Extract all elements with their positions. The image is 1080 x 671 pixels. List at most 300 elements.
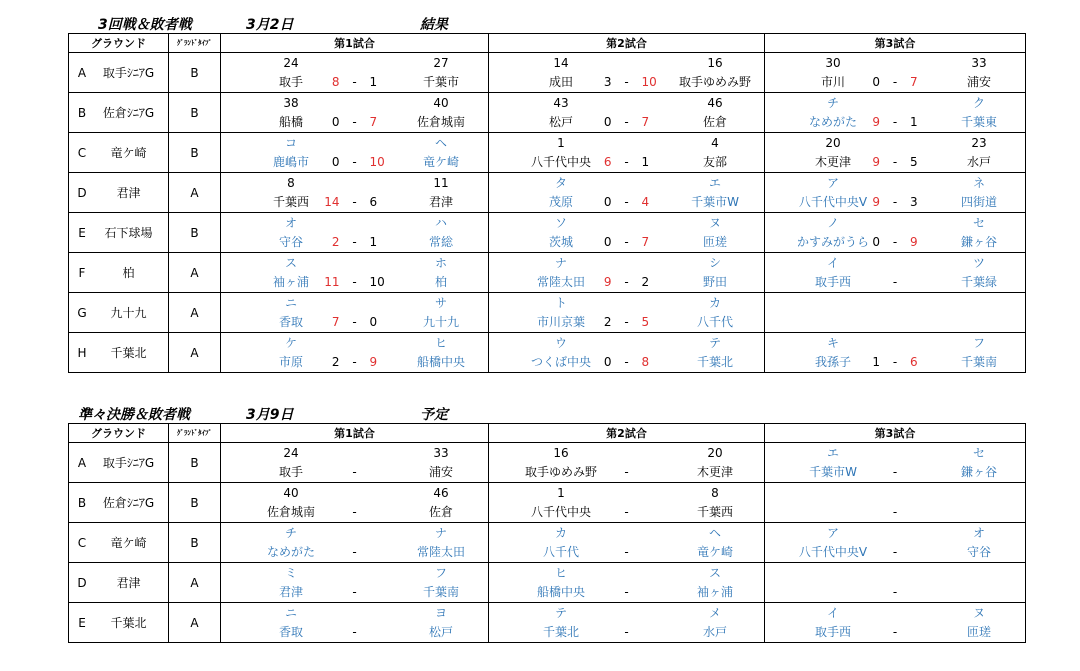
home-score: 2 bbox=[603, 315, 612, 329]
score bbox=[489, 585, 764, 599]
home-team-id: ソ bbox=[554, 216, 568, 230]
home-team-name: 茂原 bbox=[548, 195, 574, 209]
header-row bbox=[69, 34, 1026, 53]
away-score: 9 bbox=[910, 235, 918, 249]
score bbox=[489, 315, 764, 329]
away-team-name: 鎌ヶ谷 bbox=[960, 235, 998, 249]
game-1-cell bbox=[221, 133, 489, 173]
ground-type: B bbox=[169, 483, 221, 523]
game-1-cell bbox=[221, 53, 489, 93]
away-team-name: 千葉西 bbox=[696, 505, 734, 519]
header-game-1: 第1試合 bbox=[221, 424, 489, 443]
home-score: 9 bbox=[872, 115, 880, 129]
score-separator: - bbox=[352, 505, 357, 519]
home-team-name: 千葉北 bbox=[542, 625, 580, 639]
home-team-id: ウ bbox=[554, 336, 568, 350]
game-2-cell bbox=[489, 443, 765, 483]
ground-letter: E bbox=[78, 615, 86, 630]
home-team-name: 八千代中央 bbox=[530, 505, 592, 519]
away-score: 1 bbox=[369, 235, 378, 249]
away-team-id: テ bbox=[708, 336, 722, 350]
away-team-id: 33 bbox=[971, 56, 987, 70]
ground-label bbox=[69, 213, 168, 252]
ground-label bbox=[69, 443, 168, 482]
score-separator: - bbox=[892, 585, 898, 599]
home-score: 9 bbox=[872, 195, 880, 209]
home-team-name: 市川京葉 bbox=[536, 315, 586, 329]
away-team-id: ス bbox=[708, 566, 722, 580]
home-score: 14 bbox=[324, 195, 340, 209]
ground-letter: H bbox=[77, 345, 87, 360]
score-separator: - bbox=[892, 155, 898, 169]
score-separator: - bbox=[352, 625, 357, 639]
home-team-id: 1 bbox=[557, 486, 565, 500]
away-team-name: 浦安 bbox=[428, 465, 454, 479]
ground-label bbox=[69, 53, 168, 92]
score bbox=[489, 75, 764, 89]
away-team-name: 千葉市W bbox=[691, 195, 739, 209]
away-team-name: 九十九 bbox=[422, 315, 460, 329]
ground-label bbox=[69, 333, 168, 372]
score-separator: - bbox=[624, 355, 629, 369]
score bbox=[765, 625, 1025, 639]
score-separator: - bbox=[624, 155, 629, 169]
ground-letter: D bbox=[77, 185, 87, 200]
home-score: 1 bbox=[872, 355, 880, 369]
header-game-1: 第1試合 bbox=[221, 34, 489, 53]
game-3-cell bbox=[765, 133, 1026, 173]
away-team-name: 水戸 bbox=[702, 625, 728, 639]
ground-type: B bbox=[169, 443, 221, 483]
away-team-name: 袖ヶ浦 bbox=[696, 585, 734, 599]
score-separator: - bbox=[624, 235, 629, 249]
home-team-name: 袖ヶ浦 bbox=[272, 275, 310, 289]
away-score: 7 bbox=[641, 235, 650, 249]
score-separator: - bbox=[624, 195, 629, 209]
ground-cell bbox=[69, 173, 169, 213]
score bbox=[765, 355, 1025, 369]
section-name: 準々決勝＆敗者戦 bbox=[78, 407, 190, 423]
score bbox=[765, 195, 1025, 209]
score-separator: - bbox=[352, 545, 357, 559]
away-team-id: 23 bbox=[971, 136, 987, 150]
home-team-id: 24 bbox=[283, 446, 299, 460]
home-score: 3 bbox=[603, 75, 612, 89]
home-team-name: 鹿嶋市 bbox=[272, 155, 310, 169]
ground-type: A bbox=[169, 293, 221, 333]
away-team-id: 8 bbox=[711, 486, 719, 500]
away-team-id: ハ bbox=[434, 216, 448, 230]
away-team-id: ヒ bbox=[434, 336, 448, 350]
home-score: 0 bbox=[331, 155, 340, 169]
game-3-cell bbox=[765, 53, 1026, 93]
header-game-2: 第2試合 bbox=[489, 424, 765, 443]
score-separator: - bbox=[892, 115, 898, 129]
ground-name: 千葉北 bbox=[110, 346, 147, 360]
score-separator: - bbox=[892, 235, 898, 249]
away-team-id: セ bbox=[972, 446, 986, 460]
score-separator: - bbox=[624, 545, 629, 559]
home-score: 0 bbox=[331, 115, 340, 129]
score-separator: - bbox=[892, 505, 898, 519]
section-name: 3回戦＆敗者戦 bbox=[98, 17, 192, 33]
score bbox=[489, 275, 764, 289]
away-team-id: ツ bbox=[972, 256, 986, 270]
score-separator: - bbox=[892, 355, 898, 369]
away-score: 5 bbox=[641, 315, 650, 329]
away-score: 0 bbox=[369, 315, 378, 329]
ground-cell bbox=[69, 213, 169, 253]
away-team-name: 八千代 bbox=[696, 315, 734, 329]
home-team-id: 38 bbox=[283, 96, 299, 110]
home-score: 0 bbox=[603, 115, 612, 129]
home-score: 0 bbox=[872, 235, 880, 249]
ground-name: 千葉北 bbox=[110, 616, 147, 630]
game-1-cell bbox=[221, 603, 489, 643]
away-score: 7 bbox=[641, 115, 650, 129]
away-team-id: 33 bbox=[433, 446, 449, 460]
home-team-id: キ bbox=[826, 336, 840, 350]
ground-label bbox=[69, 563, 168, 602]
game-2-cell bbox=[489, 173, 765, 213]
score-separator: - bbox=[352, 115, 357, 129]
score bbox=[489, 195, 764, 209]
table-row bbox=[69, 443, 1026, 483]
score bbox=[489, 465, 764, 479]
home-score: 0 bbox=[603, 235, 612, 249]
away-team-id: 46 bbox=[707, 96, 723, 110]
score bbox=[765, 115, 1025, 129]
ground-name: 取手ｼﾆｱG bbox=[102, 456, 155, 470]
game-1-cell bbox=[221, 213, 489, 253]
away-team-id: 40 bbox=[433, 96, 449, 110]
game-1-cell bbox=[221, 253, 489, 293]
schedule-table-round3 bbox=[68, 33, 1026, 373]
away-team-id: 4 bbox=[711, 136, 719, 150]
home-team-id: コ bbox=[284, 136, 298, 150]
game-2-cell bbox=[489, 483, 765, 523]
home-team-name: 取手ゆめみ野 bbox=[524, 465, 598, 479]
score-separator: - bbox=[352, 275, 357, 289]
home-team-name: なめがた bbox=[808, 115, 858, 129]
score-separator: - bbox=[624, 315, 629, 329]
game-2-cell bbox=[489, 53, 765, 93]
score bbox=[765, 235, 1025, 249]
away-team-name: 守谷 bbox=[966, 545, 992, 559]
home-team-name: かすみがうら bbox=[796, 235, 870, 249]
table-row bbox=[69, 523, 1026, 563]
home-team-id: ア bbox=[826, 176, 840, 190]
ground-cell bbox=[69, 523, 169, 563]
game-2-cell bbox=[489, 563, 765, 603]
score bbox=[221, 315, 488, 329]
score-separator: - bbox=[624, 505, 629, 519]
away-team-name: 浦安 bbox=[966, 75, 992, 89]
ground-cell bbox=[69, 563, 169, 603]
ground-name: 九十九 bbox=[110, 306, 147, 320]
ground-name: 石下球場 bbox=[104, 226, 153, 240]
ground-label bbox=[69, 483, 168, 522]
away-team-id: ホ bbox=[434, 256, 448, 270]
ground-name: 佐倉ｼﾆｱG bbox=[102, 106, 155, 120]
score-separator: - bbox=[352, 75, 357, 89]
header-ground: グラウンド bbox=[69, 34, 169, 53]
away-team-name: 木更津 bbox=[696, 465, 734, 479]
away-team-name: 君津 bbox=[428, 195, 454, 209]
away-team-name: 匝瑳 bbox=[702, 235, 728, 249]
score bbox=[489, 355, 764, 369]
game-1-cell bbox=[221, 173, 489, 213]
home-team-id: カ bbox=[554, 526, 568, 540]
score-separator: - bbox=[352, 355, 357, 369]
home-score: 6 bbox=[603, 155, 612, 169]
score-separator: - bbox=[352, 235, 357, 249]
score-separator: - bbox=[352, 585, 357, 599]
home-team-id: ケ bbox=[284, 336, 298, 350]
home-team-id: 40 bbox=[283, 486, 299, 500]
away-score: 10 bbox=[369, 275, 385, 289]
away-team-id: ヨ bbox=[434, 606, 448, 620]
game-3-cell bbox=[765, 443, 1026, 483]
section-status: 予定 bbox=[420, 407, 448, 423]
away-team-name: 竜ケ崎 bbox=[422, 155, 460, 169]
home-score: 8 bbox=[331, 75, 340, 89]
section-status: 結果 bbox=[420, 17, 448, 33]
home-score: 0 bbox=[603, 195, 612, 209]
ground-type: B bbox=[169, 93, 221, 133]
game-1-cell bbox=[221, 483, 489, 523]
home-team-id: テ bbox=[554, 606, 568, 620]
ground-name: 君津 bbox=[116, 186, 141, 200]
score bbox=[489, 115, 764, 129]
home-team-name: 常陸太田 bbox=[536, 275, 586, 289]
game-3-cell bbox=[765, 213, 1026, 253]
game-3-cell bbox=[765, 253, 1026, 293]
game-2-cell bbox=[489, 133, 765, 173]
game-3-cell bbox=[765, 93, 1026, 133]
score bbox=[489, 505, 764, 519]
ground-cell bbox=[69, 133, 169, 173]
ground-label bbox=[69, 133, 168, 172]
header-ground-type: ｸﾞﾗﾝﾄﾞﾀｲﾌﾟ bbox=[169, 34, 221, 53]
home-score: 9 bbox=[872, 155, 880, 169]
away-score: 9 bbox=[369, 355, 378, 369]
away-team-name: 水戸 bbox=[966, 155, 992, 169]
ground-label bbox=[69, 523, 168, 562]
score bbox=[489, 625, 764, 639]
home-team-id: ト bbox=[554, 296, 568, 310]
ground-name: 取手ｼﾆｱG bbox=[102, 66, 155, 80]
score bbox=[221, 235, 488, 249]
table-row bbox=[69, 483, 1026, 523]
away-team-id: オ bbox=[972, 526, 986, 540]
score bbox=[221, 585, 488, 599]
score bbox=[221, 115, 488, 129]
home-team-name: 八千代中央V bbox=[798, 545, 868, 559]
home-team-id: 14 bbox=[553, 56, 569, 70]
ground-letter: F bbox=[78, 265, 86, 280]
table-row bbox=[69, 253, 1026, 293]
score-separator: - bbox=[892, 465, 898, 479]
away-team-id: 20 bbox=[707, 446, 723, 460]
score bbox=[221, 505, 488, 519]
away-team-id: 16 bbox=[707, 56, 723, 70]
score bbox=[221, 625, 488, 639]
score bbox=[765, 275, 1025, 289]
ground-type: A bbox=[169, 563, 221, 603]
away-team-id: フ bbox=[434, 566, 448, 580]
ground-cell bbox=[69, 293, 169, 333]
score bbox=[489, 155, 764, 169]
away-team-id: 46 bbox=[433, 486, 449, 500]
schedule-table-quarterfinal bbox=[68, 423, 1026, 643]
away-team-name: 取手ゆめみ野 bbox=[678, 75, 752, 89]
away-team-id: 11 bbox=[433, 176, 449, 190]
away-team-id: 27 bbox=[433, 56, 449, 70]
ground-letter: B bbox=[77, 105, 87, 120]
away-team-id: エ bbox=[708, 176, 722, 190]
home-score: 11 bbox=[324, 275, 340, 289]
score bbox=[221, 465, 488, 479]
ground-cell bbox=[69, 483, 169, 523]
home-team-id: ノ bbox=[826, 216, 840, 230]
ground-type: B bbox=[169, 53, 221, 93]
score-separator: - bbox=[352, 155, 357, 169]
away-team-name: 野田 bbox=[702, 275, 728, 289]
score bbox=[221, 545, 488, 559]
score-separator: - bbox=[892, 625, 898, 639]
home-team-id: チ bbox=[284, 526, 298, 540]
header-ground: グラウンド bbox=[69, 424, 169, 443]
ground-letter: C bbox=[77, 535, 87, 550]
section-title-quarterfinal bbox=[0, 402, 1080, 422]
away-score: 7 bbox=[910, 75, 918, 89]
score-separator: - bbox=[624, 115, 629, 129]
home-score: 0 bbox=[872, 75, 880, 89]
away-team-name: 四街道 bbox=[960, 195, 998, 209]
score-separator: - bbox=[624, 75, 629, 89]
away-team-name: 友部 bbox=[702, 155, 728, 169]
home-score: 9 bbox=[603, 275, 612, 289]
section-date: 3月9日 bbox=[246, 407, 294, 423]
away-team-name: 千葉東 bbox=[960, 115, 998, 129]
away-team-name: 船橋中央 bbox=[416, 355, 466, 369]
home-team-id: エ bbox=[826, 446, 840, 460]
home-team-id: ニ bbox=[284, 296, 298, 310]
home-team-id: ス bbox=[284, 256, 298, 270]
away-score: 2 bbox=[641, 275, 650, 289]
score-separator: - bbox=[892, 75, 898, 89]
game-2-cell bbox=[489, 293, 765, 333]
home-team-name: 取手 bbox=[278, 75, 304, 89]
section-title-round3 bbox=[0, 12, 1080, 32]
away-team-name: 佐倉 bbox=[702, 115, 728, 129]
score-separator: - bbox=[892, 275, 898, 289]
home-team-id: ナ bbox=[554, 256, 568, 270]
game-3-cell bbox=[765, 563, 1026, 603]
ground-label bbox=[69, 293, 168, 332]
home-team-name: 守谷 bbox=[278, 235, 304, 249]
game-3-cell bbox=[765, 603, 1026, 643]
game-1-cell bbox=[221, 333, 489, 373]
score bbox=[489, 235, 764, 249]
ground-name: 柏 bbox=[122, 266, 135, 280]
home-team-id: 16 bbox=[553, 446, 569, 460]
ground-label bbox=[69, 93, 168, 132]
ground-letter: A bbox=[77, 65, 87, 80]
game-2-cell bbox=[489, 93, 765, 133]
score bbox=[221, 355, 488, 369]
away-score: 6 bbox=[369, 195, 378, 209]
home-score: 7 bbox=[331, 315, 340, 329]
away-team-name: 竜ケ崎 bbox=[696, 545, 734, 559]
away-score: 10 bbox=[369, 155, 385, 169]
home-team-name: つくば中央 bbox=[530, 355, 592, 369]
score bbox=[221, 195, 488, 209]
away-team-name: 松戸 bbox=[428, 625, 454, 639]
home-team-id: ア bbox=[826, 526, 840, 540]
home-team-id: 1 bbox=[557, 136, 565, 150]
ground-type: B bbox=[169, 523, 221, 563]
home-team-id: 30 bbox=[825, 56, 841, 70]
score bbox=[221, 75, 488, 89]
away-team-name: 鎌ヶ谷 bbox=[960, 465, 998, 479]
away-score: 3 bbox=[910, 195, 918, 209]
away-score: 7 bbox=[369, 115, 378, 129]
away-team-id: サ bbox=[434, 296, 448, 310]
score-separator: - bbox=[352, 195, 357, 209]
home-team-name: 八千代中央 bbox=[530, 155, 592, 169]
home-score: 2 bbox=[331, 235, 340, 249]
away-score: 4 bbox=[641, 195, 650, 209]
away-team-name: 匝瑳 bbox=[966, 625, 992, 639]
home-team-name: 市川 bbox=[820, 75, 846, 89]
table-row bbox=[69, 93, 1026, 133]
header-game-3: 第3試合 bbox=[765, 34, 1026, 53]
home-score: 0 bbox=[603, 355, 612, 369]
home-team-name: 八千代 bbox=[542, 545, 580, 559]
score bbox=[221, 155, 488, 169]
away-score: 1 bbox=[369, 75, 378, 89]
table-row bbox=[69, 133, 1026, 173]
away-team-id: ヘ bbox=[434, 136, 448, 150]
home-team-name: 君津 bbox=[278, 585, 304, 599]
away-team-id: ヌ bbox=[972, 606, 986, 620]
away-team-id: カ bbox=[708, 296, 722, 310]
home-team-id: ニ bbox=[284, 606, 298, 620]
ground-name: 君津 bbox=[116, 576, 141, 590]
away-team-name: 千葉市 bbox=[422, 75, 460, 89]
away-team-name: 柏 bbox=[434, 275, 448, 289]
away-team-name: 佐倉 bbox=[428, 505, 454, 519]
home-score: 2 bbox=[331, 355, 340, 369]
home-team-name: 取手 bbox=[278, 465, 304, 479]
home-team-id: 20 bbox=[825, 136, 841, 150]
home-team-id: イ bbox=[826, 606, 840, 620]
away-score: 5 bbox=[910, 155, 918, 169]
score bbox=[765, 75, 1025, 89]
game-1-cell bbox=[221, 93, 489, 133]
ground-type: B bbox=[169, 133, 221, 173]
away-team-id: ナ bbox=[434, 526, 448, 540]
game-2-cell bbox=[489, 253, 765, 293]
home-team-name: 成田 bbox=[548, 75, 574, 89]
away-team-id: セ bbox=[972, 216, 986, 230]
home-team-name: 香取 bbox=[278, 315, 304, 329]
ground-cell bbox=[69, 53, 169, 93]
away-team-id: ヌ bbox=[708, 216, 722, 230]
home-team-name: 木更津 bbox=[814, 155, 852, 169]
